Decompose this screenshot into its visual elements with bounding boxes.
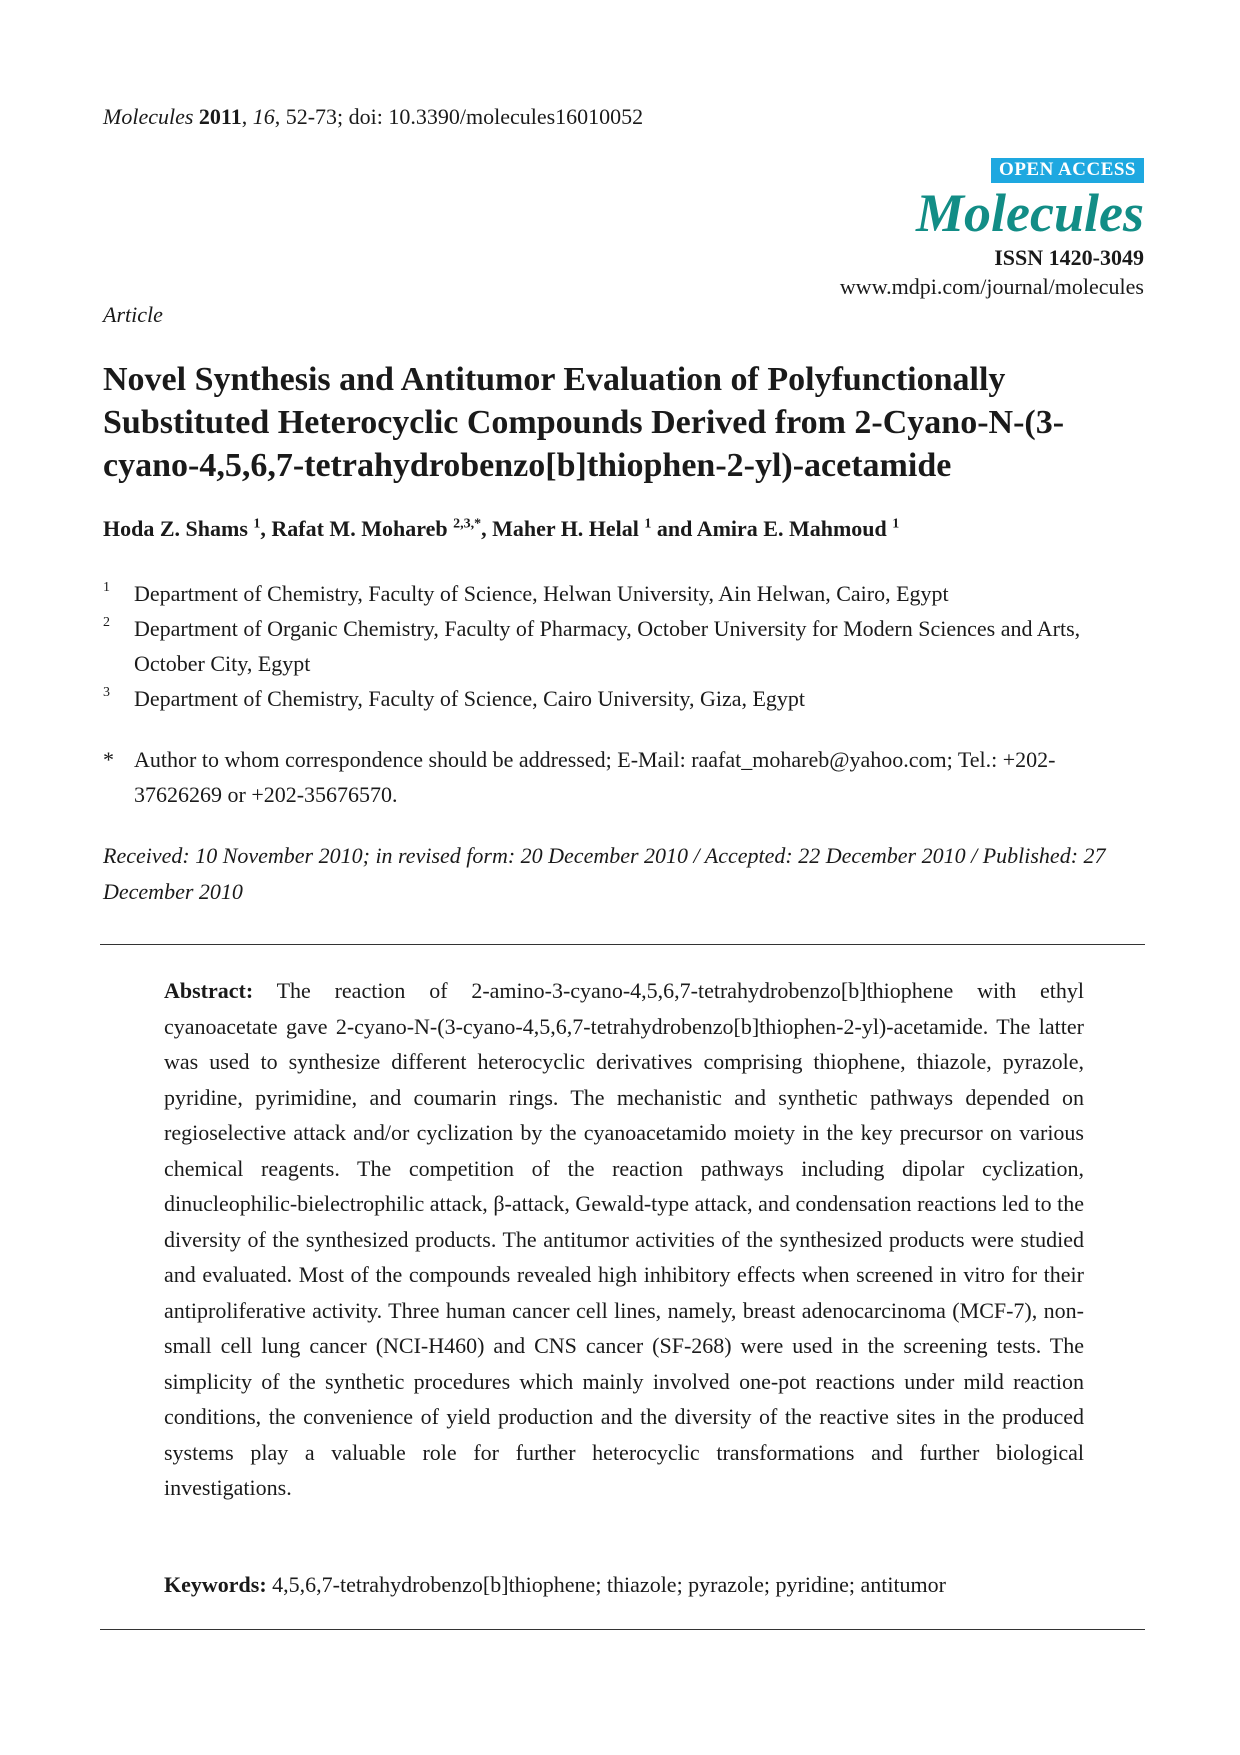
article-type: Article bbox=[103, 302, 163, 327]
keywords-label: Keywords: bbox=[164, 1572, 267, 1597]
author-name: Amira E. Mahmoud bbox=[696, 516, 887, 541]
open-access-badge: OPEN ACCESS bbox=[991, 158, 1144, 183]
author-name: Hoda Z. Shams bbox=[103, 516, 248, 541]
top-divider bbox=[100, 944, 1145, 945]
abstract-text: The reaction of 2-amino-3-cyano-4,5,6,7-tetrahydrobenzo[b]thiophene with ethyl cyanoacetate gave 2-cyano-N-(3-cyano-4,5,6,7-tetrahydrobenzo[b]thiophen-2-yl)-acetamide. The latter was used to synthesize different heterocyclic derivatives comprising thiophene, thiazole, pyrazole, pyridine, pyrimidine, and coumarin rings. The mechanistic and synthetic pathways depended on regioselective attack and/or cyclization by the cyanoacetamido moiety in the key precursor on various chemical reagents. The competition of the reaction pathways including dipolar cyclization, dinucleophilic-bielectrophilic attack, β-attack, Gewald-type attack, and condensation reactions led to the diversity of the synthesized products. The antitumor activities of the synthesized products were studied and evaluated. Most of the compounds revealed high inhibitory effects when screened in vitro for their antiproliferative activity. Three human cancer cell lines, namely, breast adenocarcinoma (MCF-7), non-small cell lung cancer (NCI-H460) and CNS cancer (SF-268) were used in the screening tests. The simplicity of the synthetic procedures which mainly involved one-pot reactions under mild reaction conditions, the convenience of yield production and the diversity of the reactive sites in the produced systems play a valuable role for further heterocyclic transformations and further biological investigations. bbox=[164, 978, 1084, 1500]
correspondence-note bbox=[103, 742, 1143, 812]
citation-journal: Molecules bbox=[103, 104, 194, 129]
affiliation-number: 3 bbox=[103, 685, 110, 700]
publication-dates: Received: 10 November 2010; in revised form: 20 December 2010 / Accepted: 22 December 2010 / Published: 27 December 2010 bbox=[103, 843, 1106, 904]
keywords bbox=[164, 1572, 1124, 1598]
affiliation-text: Department of Chemistry, Faculty of Science, Cairo University, Giza, Egypt bbox=[134, 686, 806, 711]
citation-pages-doi: , 52-73; doi: 10.3390/molecules16010052 bbox=[274, 104, 644, 129]
correspondence-mark: * bbox=[103, 747, 114, 772]
affiliation-text: Department of Organic Chemistry, Faculty of Pharmacy, October University for Modern Sciences and Arts, October City, Egypt bbox=[134, 616, 1081, 676]
citation-year: 2011 bbox=[198, 104, 242, 129]
abstract-label: Abstract: bbox=[164, 978, 254, 1003]
affiliation-3 bbox=[103, 681, 1143, 716]
affiliation-number: 1 bbox=[103, 580, 110, 595]
author-name: Maher H. Helal bbox=[492, 516, 639, 541]
author-list: Hoda Z. Shams $^1$, Rafat M. Mohareb $^{2,3,*}$, Maher H. Helal $^1$ and Amira E. Mahmoud $^1$ bbox=[103, 516, 900, 541]
bottom-divider bbox=[100, 1629, 1145, 1630]
affiliation-number: 2 bbox=[103, 615, 110, 630]
affiliation-2 bbox=[103, 611, 1143, 681]
issn: ISSN 1420-3049 bbox=[994, 245, 1144, 270]
abstract bbox=[164, 973, 1084, 1506]
affiliation-text: Department of Chemistry, Faculty of Science, Helwan University, Ain Helwan, Cairo, Egypt bbox=[134, 581, 949, 606]
author-affiliation-sup: 1 bbox=[644, 516, 652, 532]
keywords-text: 4,5,6,7-tetrahydrobenzo[b]thiophene; thiazole; pyrazole; pyridine; antitumor bbox=[272, 1572, 946, 1597]
citation-volume: 16 bbox=[252, 104, 275, 129]
paper-title: Novel Synthesis and Antitumor Evaluation of Polyfunctionally Substituted Heterocyclic Compounds Derived from 2-Cyano-N-(3-cyano-4,5,6,7-tetrahydrobenzo[b]thiophen-2-yl)-acetamide bbox=[103, 361, 1065, 484]
journal-logo: Molecules bbox=[916, 183, 1144, 243]
author-name: Rafat M. Mohareb bbox=[271, 516, 448, 541]
journal-url[interactable]: www.mdpi.com/journal/molecules bbox=[839, 274, 1144, 299]
correspondence-text: Author to whom correspondence should be addressed; E-Mail: raafat_mohareb@yahoo.com; Tel.: +202-37626269 or +202-35676570. bbox=[134, 747, 1056, 807]
affiliation-1 bbox=[103, 576, 1143, 611]
author-affiliation-sup: 1 bbox=[253, 516, 261, 532]
author-affiliation-sup: 1 bbox=[892, 516, 900, 532]
author-affiliation-sup: 2,3,* bbox=[453, 516, 482, 532]
citation-line: Molecules 2011, 16, 52-73; doi: 10.3390/molecules16010052 bbox=[103, 104, 644, 129]
